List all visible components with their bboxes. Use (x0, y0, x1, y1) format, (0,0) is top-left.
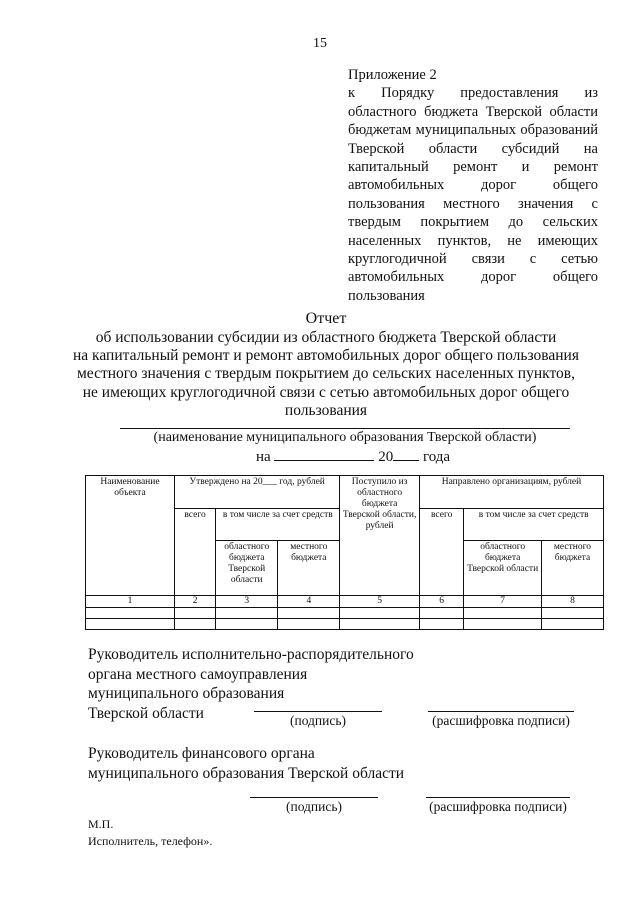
column-number: 2 (174, 596, 215, 608)
period-year-blank[interactable] (393, 446, 419, 461)
footer (88, 816, 212, 850)
report-subtitle-line: об использовании субсидии из областного бюджета Тверской области (95, 329, 557, 346)
column-number: 8 (541, 596, 603, 608)
header-approved-including: в том числе за счет средств (216, 509, 340, 541)
table-row (86, 619, 604, 630)
period-suffix: года (422, 449, 451, 465)
report-title: Отчет (305, 310, 347, 327)
report-period (256, 446, 450, 466)
header-directed-total: всего (419, 509, 463, 596)
header-approved-local: местного бюджета (278, 541, 340, 596)
header-approved-total: всего (174, 509, 215, 596)
signature-caption: (подпись) (285, 799, 343, 814)
head-executive-line: Руководитель исполнительно-распорядительного (88, 646, 414, 663)
column-number-row (86, 596, 604, 608)
head-executive-line: муниципального образования (88, 685, 285, 702)
signature-caption: (подпись) (289, 713, 347, 728)
report-subtitle-line: на капитальный ремонт и ремонт автомобильных дорог общего пользования (73, 347, 579, 365)
table-cell[interactable] (464, 608, 542, 619)
head-finance-line: Руководитель финансового органа (88, 745, 315, 762)
table-cell[interactable] (419, 619, 463, 630)
municipality-name-line[interactable] (120, 428, 570, 429)
table-cell[interactable] (174, 619, 215, 630)
header-directed: Направлено организациям, рублей (419, 476, 603, 509)
appendix-body: к Порядку предоставления из областного бюджета Тверской области бюджетам муниципальных образований Тверской области субсидий на капитальный ремонт и ремонт автомобильных дорог общего пользования местного значения с твердым покрытием до сельских населенных пунктов, не имеющих круглогодичной связи с сетью автомобильных дорог общего (348, 85, 598, 286)
decoding-line[interactable] (428, 711, 574, 712)
report-table (85, 475, 604, 630)
column-number: 7 (464, 596, 542, 608)
column-number: 5 (340, 596, 420, 608)
table-cell[interactable] (216, 619, 278, 630)
report-subtitle-line: пользования (284, 401, 368, 419)
header-directed-local: местного бюджета (541, 541, 603, 596)
decoding-caption: (расшифровка подписи) (429, 799, 567, 814)
header-directed-regional: областного бюджета Тверской области (464, 541, 542, 596)
head-finance-line: муниципального образования Тверской области (88, 764, 405, 782)
page-number: 15 (313, 36, 327, 51)
table-cell[interactable] (541, 608, 603, 619)
appendix-body-tail: пользования (348, 287, 425, 304)
executor-phone: Исполнитель, телефон». (88, 834, 213, 848)
table-cell[interactable] (419, 608, 463, 619)
decoding-line[interactable] (426, 797, 570, 798)
table-cell[interactable] (340, 619, 420, 630)
table-cell[interactable] (278, 608, 340, 619)
report-subtitle-line: местного значения с твердым покрытием до сельских населенных пунктов, (77, 365, 575, 383)
table-cell[interactable] (86, 608, 175, 619)
period-year-prefix: 20 (378, 449, 394, 465)
stamp-place: М.П. (88, 817, 114, 831)
header-approved-regional: областного бюджета Тверской области (216, 541, 278, 596)
table-cell[interactable] (216, 608, 278, 619)
header-object-name: Наименование объекта (86, 476, 175, 596)
report-subtitle-line: не имеющих круглогодичной связи с сетью автомобильных дорог общего (82, 383, 570, 401)
head-finance-block (88, 744, 404, 783)
table-cell[interactable] (541, 619, 603, 630)
municipality-caption: (наименование муниципального образования Тверской области) (153, 430, 537, 445)
table-cell[interactable] (464, 619, 542, 630)
table-cell[interactable] (278, 619, 340, 630)
appendix-title: Приложение 2 (348, 67, 437, 83)
table-cell[interactable] (86, 619, 175, 630)
header-directed-including: в том числе за счет средств (464, 509, 604, 541)
column-number: 1 (86, 596, 175, 608)
header-received: Поступило из областного бюджета Тверской области, рублей (340, 476, 420, 596)
appendix-header (348, 66, 598, 305)
head-executive-line: Тверской области (88, 704, 204, 722)
header-approved: Утверждено на 20___ год, рублей (174, 476, 339, 509)
signature-line[interactable] (254, 711, 382, 712)
period-date-blank[interactable] (274, 446, 374, 461)
period-prefix: на (256, 449, 271, 465)
head-executive-line: органа местного самоуправления (88, 665, 308, 683)
table-cell[interactable] (340, 608, 420, 619)
signature-line[interactable] (250, 797, 378, 798)
report-subtitle (60, 329, 592, 420)
column-number: 4 (278, 596, 340, 608)
decoding-caption: (расшифровка подписи) (432, 713, 570, 728)
column-number: 6 (419, 596, 463, 608)
column-number: 3 (216, 596, 278, 608)
table-row (86, 608, 604, 619)
table-cell[interactable] (174, 608, 215, 619)
